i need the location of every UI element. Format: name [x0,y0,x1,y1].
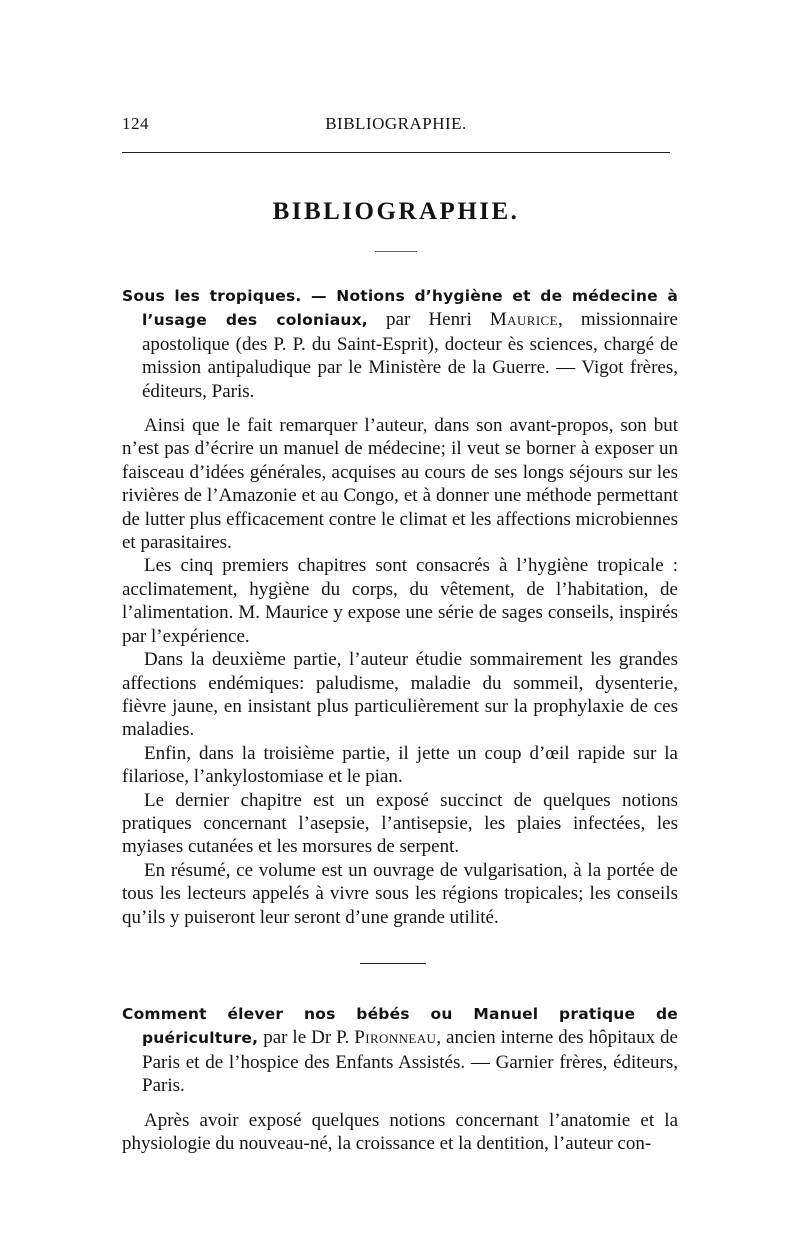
entry-author-prefix: par Henri [367,309,490,331]
review-paragraph: Le dernier chapitre est un exposé succinct de quelques notions pratiques concernant l’asepsie, l’antisepsie, les plaies infectées, les myiases cutanées et les morsures de serpent. [122,789,678,858]
entry-title: Comment élever nos bébés ou Manuel pratique de puériculture, [122,1005,678,1048]
page-number: 124 [122,114,149,133]
entry-author-prefix: par le Dr P. [258,1027,355,1049]
page-title: BIBLIOGRAPHIE. [272,198,520,225]
entry-separator-rule [360,963,426,964]
review-paragraph: Dans la deuxième partie, l’auteur étudie sommairement les grandes affections endémiques: paludisme, maladie du sommeil, dysenterie, fièvre jaune, en insistant plus particulièrement sur la prophylaxie de ces maladies. [122,649,678,741]
review-paragraph: Les cinq premiers chapitres sont consacrés à l’hygiène tropicale : acclimatement, hygiène du corps, du vêtement, de l’habitation, de l’alimentation. M. Maurice y expose une série de sages conseils, inspirés par l’expérience. [122,555,678,647]
review-paragraph: Enfin, dans la troisième partie, il jette un coup d’œil rapide sur la filariose, l’ankylostomiase et le pian. [122,742,678,788]
entry-author: Maurice [489,309,558,331]
entry-publication-details: , ancien interne des hôpitaux de Paris et de l’hospice des Enfants Assistés. — Garnier frères, éditeurs, Paris. [142,1027,678,1097]
entry-author: Pironneau [354,1027,437,1049]
entry-heading [122,1002,678,1098]
header-rule [122,152,670,153]
entry-heading [122,284,678,403]
review-paragraph: En résumé, ce volume est un ouvrage de vulgarisation, à la portée de tous les lecteurs appelés à vivre sous les régions tropicales; les conseils qu’ils y puiseront leur seront d’une grande utilité. [122,859,678,928]
running-title: BIBLIOGRAPHIE. [325,114,467,133]
bibliography-entry-1 [122,284,678,929]
entry-publication-details: , missionnaire apostolique (des P. P. du Saint-Esprit), docteur ès sciences, chargé de mission antipaludique par le Ministère de la Guerre. — Vigot frères, éditeurs, Paris. [142,309,678,402]
entry-title: Sous les tropiques. — Notions d’hygiène et de médecine à l’usage des coloniaux, [122,287,678,330]
bibliography-entry-2 [122,1002,678,1155]
title-ornament-rule [375,251,417,252]
review-paragraph: Ainsi que le fait remarquer l’auteur, dans son avant-propos, son but n’est pas d’écrire un manuel de médecine; il veut se borner à exposer un faisceau d’idées générales, acquises au cours de ses longs séjours sur les rivières de l’Amazonie et au Congo, et à donner une méthode permettant de lutter plus efficacement contre le climat et les affections microbiennes et parasitaires. [122,415,678,554]
running-head [122,114,670,136]
review-paragraph: Après avoir exposé quelques notions concernant l’anatomie et la physiologie du nouveau-né, la croissance et la dentition, l’auteur con- [122,1109,678,1155]
